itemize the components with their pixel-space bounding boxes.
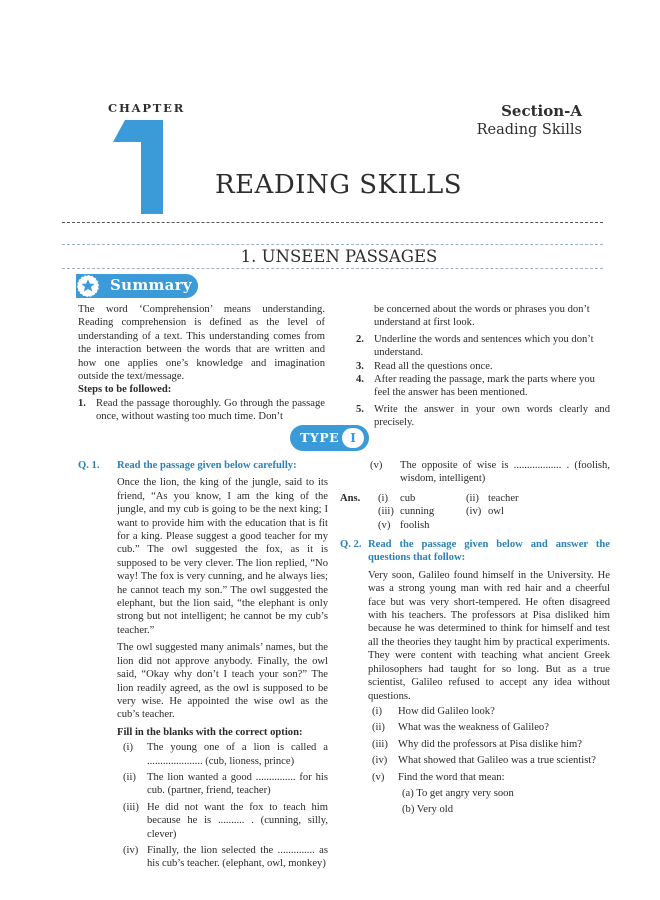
list-item: 4. After reading the passage, mark the parts where you feel the answer has been mentioned. — [356, 374, 595, 399]
list-item: 5. Write the answer in your own words clearly and precisely. — [356, 403, 610, 429]
list-item: (v) Find the word that mean: — [372, 771, 505, 783]
chapter-label: CHAPTER — [108, 101, 186, 115]
summary-left-column — [78, 303, 325, 424]
type-badge-numeral: I — [342, 428, 364, 448]
q1-passage-para-2: The owl suggested many animals’ names, but the lion did not approve anybody. Finally, the owl said, “Okay why don’t I teach your son?” The lion readily agreed, as the owl is supposed to be very wise. He appointed the wise owl as the cub’s teacher. — [117, 642, 328, 721]
list-item: (i) How did Galileo look? — [372, 705, 495, 717]
list-item: 3. Read all the questions once. — [356, 360, 493, 372]
list-item: (v) The opposite of wise is .................. . (foolish, wisdom, intelligent) — [370, 460, 610, 485]
list-item — [356, 303, 610, 330]
divider — [62, 244, 603, 245]
answer-value: cub — [400, 492, 416, 504]
summary-right-column — [356, 303, 610, 430]
star-icon — [76, 274, 102, 298]
section-title: Section-A — [501, 102, 582, 120]
answer-label: Ans. — [340, 492, 361, 504]
list-item: 2. Underline the words and sentences which you don’t understand. — [356, 333, 594, 359]
list-item: (ii) What was the weakness of Galileo? — [372, 722, 549, 734]
fill-blanks-heading: Fill in the blanks with the correct option: — [117, 726, 303, 738]
question-heading: Read the passage given below and answer the questions that follow: — [368, 539, 610, 564]
step-text: be concerned about the words or phrases you don’t understand at first look. — [374, 304, 590, 329]
q1-passage-para-1: Once the lion, the king of the jungle, said to its friend, “As you know, I am the king of the jungle, and my cub is going to be the next king; I want to provide him with the education that is fit for a king. Please suggest a good teacher for my cub.” The owl suggested the fox, as it is supposed to be very clever. The lion replied, “No way! The fox is very cunning, and he always lies; he cannot teach my son.” The owl suggested the elephant, but the lion said, “the elephant is only strong but not intelligent; he cannot be my cub’s teacher.” — [117, 477, 328, 636]
list-item: (i) The young one of a lion is called a ..................... (cub, lioness, prince) — [123, 742, 328, 767]
answer-value: teacher — [488, 492, 519, 504]
answer-value: foolish — [400, 519, 430, 531]
sub-question: (b) Very old — [402, 804, 453, 816]
list-item: (iv) What showed that Galileo was a true scientist? — [372, 755, 596, 767]
question-number: Q. 2. — [340, 539, 362, 551]
summary-paragraph: The word ‘Comprehension’ means understanding. Reading comprehension is defined as the level of understanding of a text. This understanding comes from the interaction between the words that are written and how one applies one’s knowledge and imagination outside the text/message. — [78, 304, 325, 383]
list-item: 1. Read the passage thoroughly. Go through the passage once, without wasting too much time. Don’t — [78, 397, 325, 423]
answer-value: cunning — [400, 506, 435, 518]
list-item: (iii) He did not want the fox to teach him because he is .......... . (cunning, silly, clever) — [123, 801, 328, 840]
right-column — [340, 459, 610, 817]
answers-block: Ans. (i) cub (ii) teacher (iii) cunning (iv) owl (v) foolish — [340, 492, 610, 532]
q2-passage: Very soon, Galileo found himself in the University. He was a strong young man with red hair and a cheerful face but was very short-tempered. He often disagreed with his teachers. The professors at Pisa disliked him because he was determined to think for himself and test all the theories they taught him by practical experiments. They were content with teaching what ancient Greek philosophers had taught for so long. But as a true scientist, Galileo refused to accept any idea without questions. — [368, 569, 610, 702]
list-item: (ii) The lion wanted a good ............... for his cub. (partner, friend, teacher) — [123, 771, 328, 797]
step-text: Read the passage thoroughly. Go through the passage once, without wasting too much time. Don’t — [96, 397, 325, 423]
question-number: Q. 1. — [78, 460, 100, 471]
type-badge-label: TYPE — [300, 430, 340, 445]
list-item: (iii) Why did the professors at Pisa dislike him? — [372, 738, 582, 750]
divider — [62, 222, 603, 223]
q1-column — [78, 459, 328, 871]
chapter-number-graphic — [111, 112, 176, 217]
section-block — [477, 102, 582, 139]
q2-heading — [340, 538, 610, 565]
unit-title: 1. UNSEEN PASSAGES — [240, 247, 438, 266]
summary-label: Summary — [110, 276, 192, 294]
q1-heading — [78, 459, 328, 472]
sub-question: (a) To get angry very soon — [402, 787, 514, 799]
divider — [62, 268, 603, 269]
question-heading: Read the passage given below carefully: — [117, 460, 297, 471]
list-item: (iv) Finally, the lion selected the .............. as his cub’s teacher. (elephant, owl, monkey) — [123, 844, 328, 870]
steps-heading: Steps to be followed: — [78, 384, 172, 396]
page-title: READING SKILLS — [215, 170, 463, 200]
answer-value: owl — [488, 506, 504, 518]
section-subtitle: Reading Skills — [476, 122, 582, 138]
